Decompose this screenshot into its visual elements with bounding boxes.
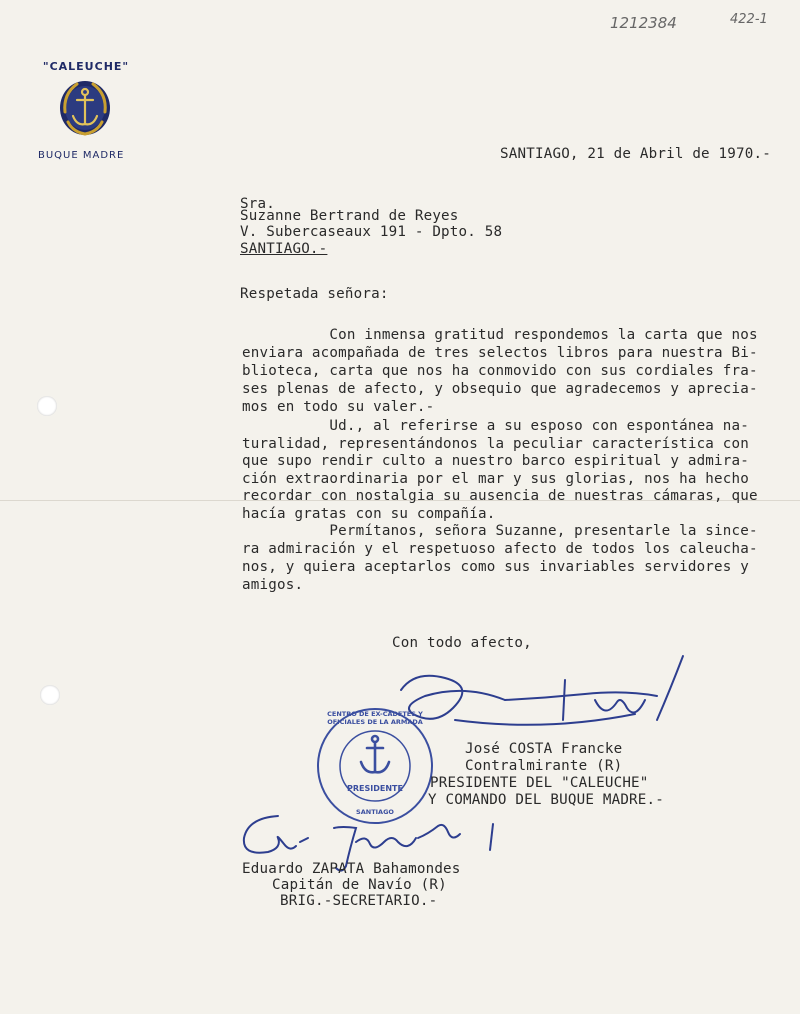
- body-line: recordar con nostalgia su ausencia de nuestras cámaras, que: [242, 488, 758, 504]
- punch-hole-top: [37, 396, 57, 416]
- body-paragraph-1: [242, 326, 758, 416]
- body-line: Permítanos, señora Suzanne, presentarle la since-: [242, 523, 758, 539]
- body-line: ses plenas de afecto, y obsequio que agradecemos y aprecia-: [242, 381, 758, 397]
- stamp-bottom-text: SANTIAGO: [356, 808, 394, 816]
- body-line: ción extraordinaria por el mar y sus glorias, nos ha hecho: [242, 470, 750, 487]
- signature-costa: [395, 650, 695, 745]
- salutation: Respetada señora:: [240, 286, 389, 302]
- recipient-address: V. Subercaseaux 191 - Dpto. 58: [240, 224, 503, 240]
- stamp-anchor-icon: [357, 734, 393, 782]
- body-line: Ud., al referirse a su esposo con espontánea na-: [242, 418, 750, 434]
- signatory1-title-2: Y COMANDO DEL BUQUE MADRE.-: [428, 792, 665, 808]
- body-line: que supo rendir culto a nuestro barco espiritual y admira-: [242, 453, 750, 469]
- letterhead-subtitle: BUQUE MADRE: [38, 150, 125, 161]
- body-line: Con inmensa gratitud respondemos la carta que nos: [242, 327, 758, 343]
- signatory2-title: BRIG.-SECRETARIO.-: [280, 893, 438, 909]
- signatory2-rank: Capitán de Navío (R): [272, 877, 447, 893]
- signatory1-name: José COSTA Francke: [465, 741, 623, 757]
- body-line: nos, y quiera aceptarlos como sus invariables servidores y: [242, 559, 750, 575]
- anchor-emblem-icon: [55, 76, 115, 142]
- body-line: turalidad, representándonos la peculiar característica con: [242, 435, 750, 452]
- closing: Con todo afecto,: [392, 635, 532, 651]
- recipient-name: Suzanne Bertrand de Reyes: [240, 208, 459, 224]
- archive-number: 1212384: [610, 14, 677, 32]
- body-paragraph-2: [242, 418, 758, 523]
- recipient-city: SANTIAGO.-: [240, 241, 328, 257]
- date-line: SANTIAGO, 21 de Abril de 1970.-: [500, 146, 771, 162]
- archive-ref: 422-1: [730, 12, 768, 27]
- body-line: blioteca, carta que nos ha conmovido con sus cordiales fra-: [242, 363, 758, 379]
- body-line: hacía gratas con su compañía.: [242, 505, 496, 522]
- stamp-center-text: PRESIDENTE: [347, 784, 403, 793]
- signatory2-name: Eduardo ZAPATA Bahamondes: [242, 861, 461, 877]
- body-line: ra admiración y el respetuoso afecto de todos los caleucha-: [242, 541, 758, 557]
- punch-hole-bottom: [40, 685, 60, 705]
- letterhead-title: "CALEUCHE": [42, 60, 130, 73]
- body-paragraph-3: [242, 522, 758, 594]
- stamp-ring-text: CENTRO DE EX-CADETES Y OFICIALES DE LA ARMADA: [327, 710, 423, 726]
- body-line: mos en todo su valer.-: [242, 399, 435, 415]
- body-line: enviara acompañada de tres selectos libros para nuestra Bi-: [242, 345, 758, 361]
- signatory1-title-1: PRESIDENTE DEL "CALEUCHE": [430, 775, 649, 791]
- signatory1-rank: Contralmirante (R): [465, 758, 623, 774]
- recipient-line-1: Sra.: [240, 196, 275, 212]
- body-line: amigos.: [242, 577, 304, 593]
